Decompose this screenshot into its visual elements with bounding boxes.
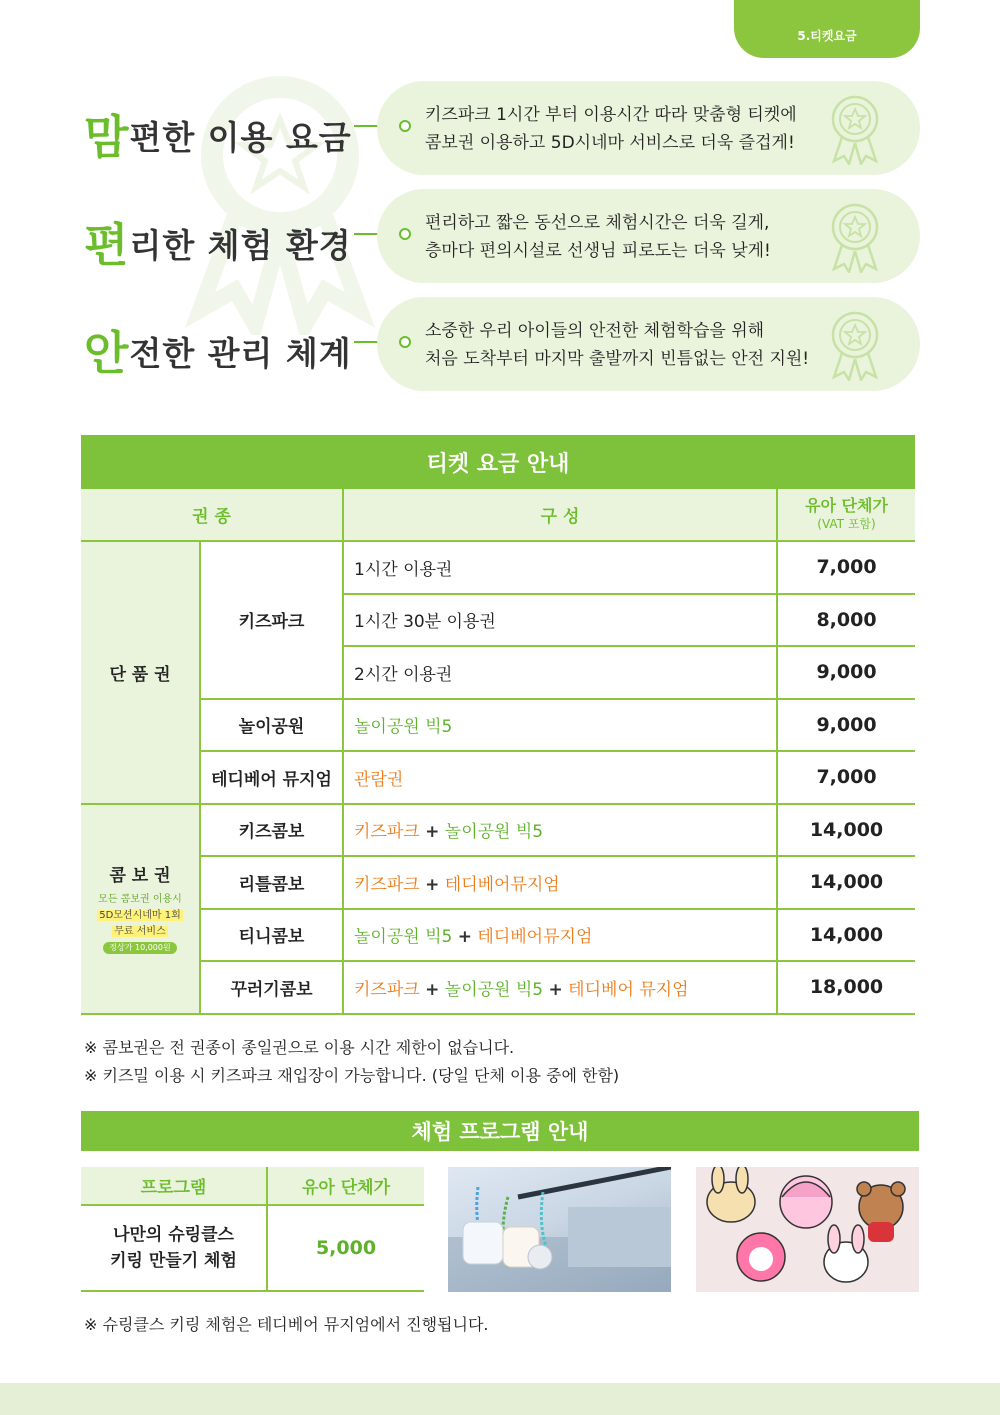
row-price: 14,000 [777,804,915,857]
connector-dot [399,336,411,348]
part-playpark: 놀이공원 빅5 [444,822,544,843]
combo-name: 꾸러기콤보 [200,961,343,1014]
feature-description [377,297,920,391]
playpark-label: 놀이공원 [200,699,343,752]
table-row [81,961,915,1014]
group-combo [81,804,200,1014]
row-desc [343,961,777,1014]
row-desc [343,909,777,962]
row-price: 9,000 [777,646,915,699]
character-keyrings-photo [696,1167,919,1292]
fee-table-title [81,435,915,489]
award-badge-icon [826,93,884,165]
plus-sign: + [548,979,563,1000]
note-line: ※ 콤보권은 전 권종이 종일권으로 이용 시간 제한이 없습니다. [84,1038,515,1057]
program-name-line: 나만의 슈링클스 [113,1225,234,1245]
combo-note-highlight: 5D모션시네마 1회 [99,910,181,921]
row-desc: 관람권 [343,751,777,804]
feature-safe [84,297,920,391]
part-playpark: 놀이공원 빅5 [444,979,544,1000]
description-line: 층마다 편의시설로 선생님 피로도는 더욱 낮게! [425,241,771,261]
feature-title: 전한 관리 체계 [129,334,352,373]
description-line: 편리하고 짧은 동선으로 체험시간은 더욱 길게, [425,213,770,233]
row-desc: 2시간 이용권 [343,646,777,699]
combo-name: 티니콤보 [200,909,343,962]
table-row [81,541,915,594]
header-price-note: (VAT 포함) [817,516,876,531]
museum-label: 테디베어 뮤지엄 [200,751,343,804]
combo-note-highlight: 무료 서비스 [114,926,166,937]
combo-label: 콤 보 권 [109,866,171,886]
connector-dot [399,228,411,240]
plus-sign: + [425,822,440,843]
row-price: 9,000 [777,699,915,752]
note-line: ※ 키즈밀 이용 시 키즈파크 재입장이 가능합니다. (당일 단체 이용 중에 한함) [84,1066,620,1085]
program-note: ※ 슈링클스 키링 체험은 테디베어 뮤지엄에서 진행됩니다. [84,1315,489,1334]
program-name-line: 키링 만들기 체험 [110,1251,237,1271]
part-kidspark: 키즈파크 [354,822,420,843]
program-title-text: 체험 프로그램 안내 [411,1120,589,1144]
row-price: 7,000 [777,541,915,594]
plus-sign: + [425,979,440,1000]
plus-sign: + [457,927,472,948]
table-row [81,1205,424,1291]
part-kidspark: 키즈파크 [354,874,420,895]
keyring-photo-illustration [448,1167,671,1292]
header-program: 프로그램 [81,1167,267,1205]
row-desc [343,856,777,909]
kidspark-label: 키즈파크 [200,541,343,699]
program-title [81,1111,919,1151]
header-type: 권 종 [81,489,343,541]
table-header-row [81,1167,424,1205]
description-line: 콤보권 이용하고 5D시네마 서비스로 더욱 즐겁게! [425,133,795,153]
table-row [81,909,915,962]
combo-note-line: 모든 콤보권 이용시 [98,894,182,905]
table-row [81,751,915,804]
feature-heading [84,101,352,167]
row-price: 14,000 [777,856,915,909]
header-composition: 구 성 [343,489,777,541]
fee-table [81,489,915,1015]
header-price-text: 유아 단체가 [805,495,888,515]
row-price: 7,000 [777,751,915,804]
feature-description [377,189,920,283]
feature-convenient [84,189,920,283]
header-program-price: 유아 단체가 [267,1167,424,1205]
program-table [81,1167,424,1292]
feature-heading [84,317,352,383]
keyring-making-photo [448,1167,671,1292]
feature-initial: 안 [84,326,130,380]
description-line: 소중한 우리 아이들의 안전한 체험학습을 위해 [425,321,765,341]
feature-title: 편한 이용 요금 [129,118,352,157]
award-badge-icon [826,309,884,381]
combo-name: 리틀콤보 [200,856,343,909]
row-desc [343,804,777,857]
connector-dot [399,120,411,132]
description-line: 처음 도착부터 마지막 출발까지 빈틈없는 안전 지원! [425,349,810,369]
row-price: 18,000 [777,961,915,1014]
fee-table-title-text: 티켓 요금 안내 [426,451,570,477]
feature-title: 리한 체험 환경 [129,226,352,265]
part-kidspark: 키즈파크 [354,979,420,1000]
row-desc: 1시간 30분 이용권 [343,594,777,647]
program-price: 5,000 [315,1237,377,1259]
part-playpark: 놀이공원 빅5 [354,927,453,948]
section-tab [734,0,920,58]
row-price: 8,000 [777,594,915,647]
feature-affordable [84,81,920,175]
header-price [777,489,915,541]
award-badge-icon [826,201,884,273]
table-row [81,856,915,909]
footer-bar [0,1383,1000,1415]
plus-sign: + [425,874,440,895]
fee-notes [84,1034,619,1090]
combo-name: 키즈콤보 [200,804,343,857]
part-museum: 테디베어뮤지엄 [444,874,560,895]
character-keyrings-illustration [696,1167,919,1292]
feature-initial: 맘 [84,110,130,164]
program-name [81,1205,267,1291]
row-price: 14,000 [777,909,915,962]
table-row [81,804,915,857]
row-desc: 놀이공원 빅5 [343,699,777,752]
description-line: 키즈파크 1시간 부터 이용시간 따라 맞춤형 티켓에 [425,105,797,125]
regular-price-pill: 정상가 10,000원 [103,942,176,954]
part-museum: 테디베어뮤지엄 [477,927,593,948]
row-desc: 1시간 이용권 [343,541,777,594]
feature-heading [84,209,352,275]
group-single: 단 품 권 [81,541,200,804]
part-museum: 테디베어 뮤지엄 [568,979,689,1000]
combo-note [81,892,199,956]
feature-initial: 편 [84,218,130,272]
section-tab-label: 5.티켓요금 [797,28,857,43]
feature-description [377,81,920,175]
table-row [81,699,915,752]
table-header-row [81,489,915,541]
